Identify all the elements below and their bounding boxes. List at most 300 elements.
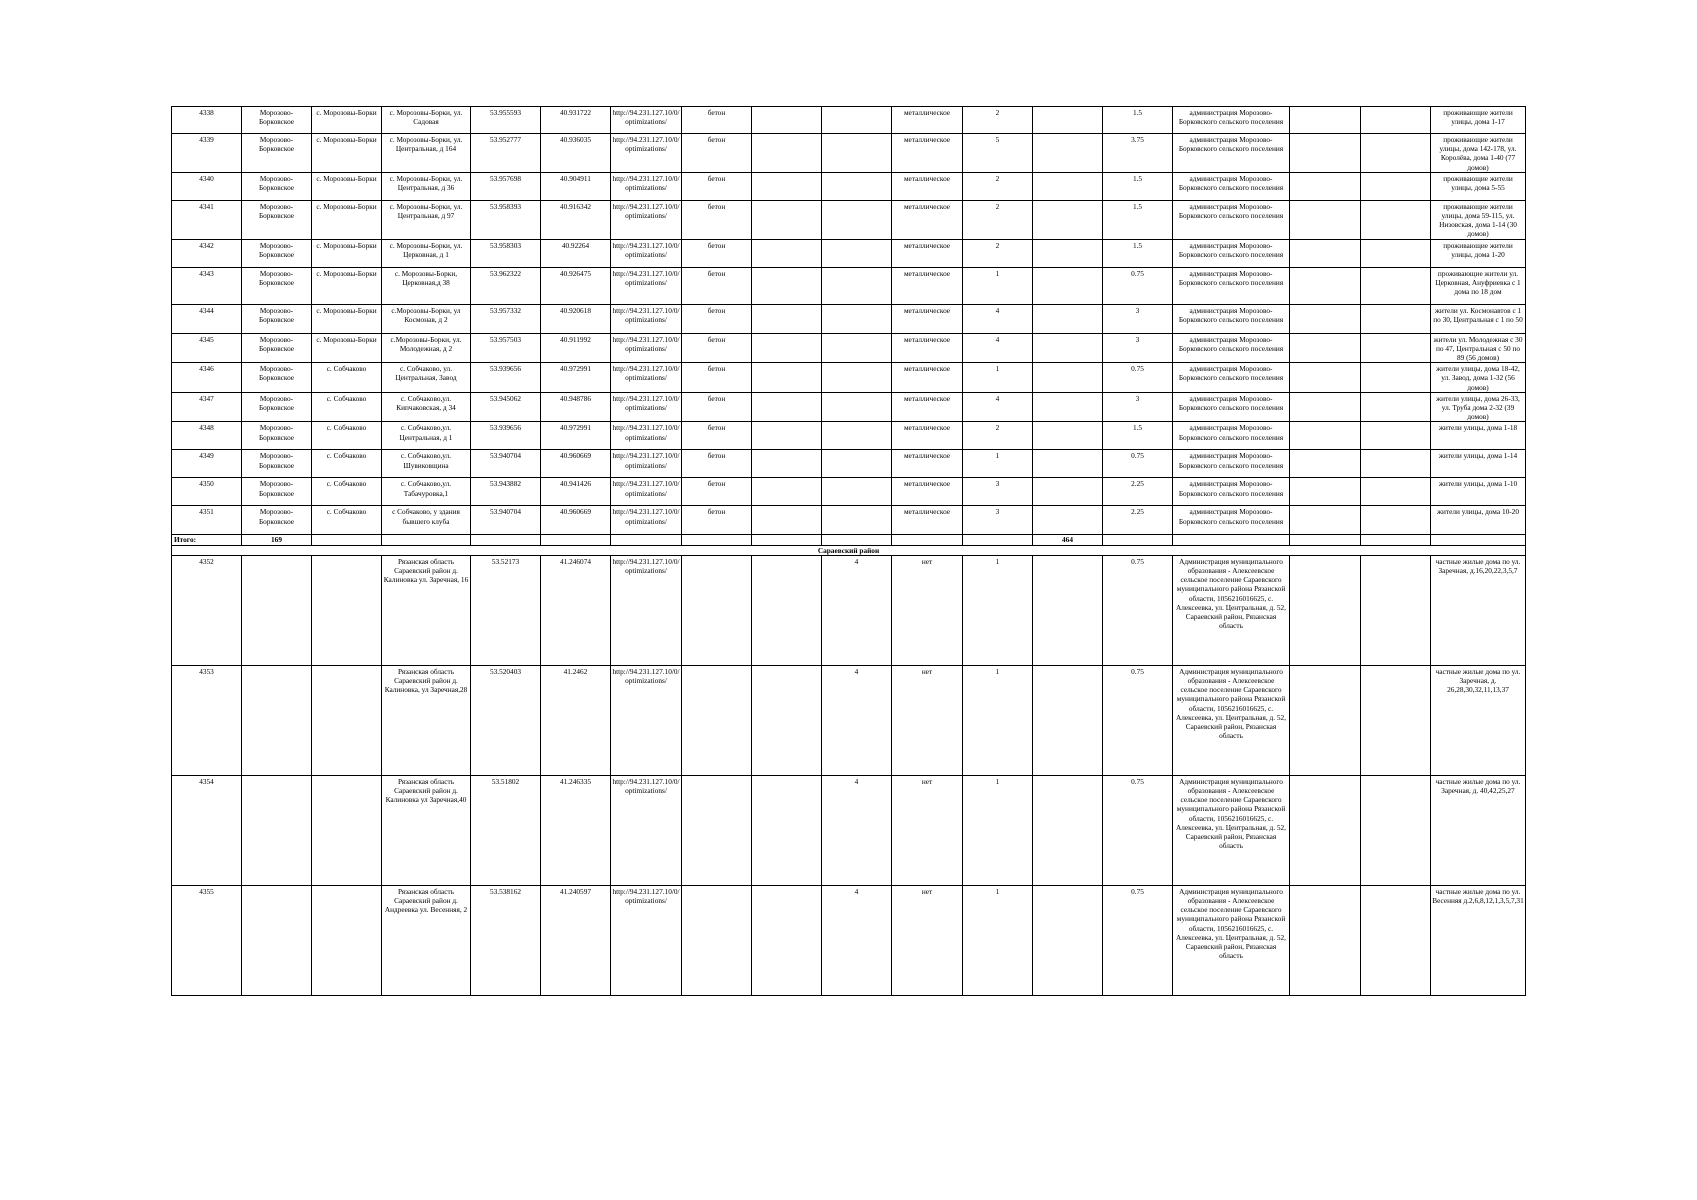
cell-container-count: 3 xyxy=(963,478,1033,506)
cell-volume: 1.5 xyxy=(1103,172,1173,200)
cell-owner: администрация Морозово-Борковского сельского поселения xyxy=(1173,304,1290,333)
cell-empty xyxy=(1033,267,1103,304)
cell-locality: с. Морозовы-Борки xyxy=(312,134,382,173)
cell-address: с. Собчаково,ул. Табачуровка,1 xyxy=(382,478,471,506)
cell-locality xyxy=(312,885,382,995)
table-row xyxy=(172,392,1526,422)
cell-latitude: 53.943882 xyxy=(471,478,541,506)
cell-locality: с. Морозовы-Борки xyxy=(312,333,382,363)
cell-settlement: Морозово-Борковское xyxy=(242,422,312,450)
cell-locality: с. Морозовы-Борки xyxy=(312,239,382,267)
cell-empty xyxy=(752,107,822,134)
cell-owner: администрация Морозово-Борковского сельского поселения xyxy=(1173,478,1290,506)
cell-longitude: 40.941426 xyxy=(541,478,611,506)
cell-row-id: 4346 xyxy=(172,363,242,393)
cell-volume: 0.75 xyxy=(1103,450,1173,478)
cell-source: жители улицы, дома 10-20 xyxy=(1431,506,1526,535)
cell-settlement xyxy=(242,555,312,665)
cell-url[interactable]: http://94.231.127.10/0/optimizations/ xyxy=(611,392,682,422)
cell-locality xyxy=(312,555,382,665)
cell-locality: с. Морозовы-Борки xyxy=(312,267,382,304)
cell-address: с. Морозовы-Борки, ул. Центральная, д 36 xyxy=(382,172,471,200)
cell-area xyxy=(822,107,892,134)
cell-settlement xyxy=(242,665,312,775)
cell-empty xyxy=(1361,775,1431,885)
cell-address: с. Морозовы-Борки, Церковная,д 38 xyxy=(382,267,471,304)
cell-empty xyxy=(1361,267,1431,304)
cell-url[interactable]: http://94.231.127.10/0/optimizations/ xyxy=(611,333,682,363)
cell-url[interactable]: http://94.231.127.10/0/optimizations/ xyxy=(611,172,682,200)
cell-area xyxy=(822,333,892,363)
cell-url[interactable]: http://94.231.127.10/0/optimizations/ xyxy=(611,450,682,478)
cell-empty xyxy=(1361,200,1431,239)
cell-empty xyxy=(1290,450,1361,478)
cell-empty xyxy=(1290,885,1361,995)
cell-empty xyxy=(1361,478,1431,506)
cell-owner: администрация Морозово-Борковского сельского поселения xyxy=(1173,450,1290,478)
cell-address: с. Морозовы-Борки, ул. Церковная, д 1 xyxy=(382,239,471,267)
cell-latitude: 53.520403 xyxy=(471,665,541,775)
cell-source: жители улицы, дома 1-10 xyxy=(1431,478,1526,506)
cell-volume: 1.5 xyxy=(1103,200,1173,239)
cell-settlement: Морозово-Борковское xyxy=(242,107,312,134)
table-row xyxy=(172,172,1526,200)
cell-source: частные жилые дома по ул. Заречная, д.16,20,22,3,5,7 xyxy=(1431,555,1526,665)
cell-surface xyxy=(682,555,752,665)
cell-area: 4 xyxy=(822,885,892,995)
cell-address: Рязанская область Сараевский район д. Калиновка ул. Заречная, 16 xyxy=(382,555,471,665)
cell-container-type: металлическое xyxy=(892,107,963,134)
cell-area xyxy=(822,422,892,450)
cell-area xyxy=(822,200,892,239)
cell-owner: администрация Морозово-Борковского сельского поселения xyxy=(1173,422,1290,450)
cell-surface: бетон xyxy=(682,392,752,422)
cell-volume: 0.75 xyxy=(1103,267,1173,304)
cell-url[interactable]: http://94.231.127.10/0/optimizations/ xyxy=(611,304,682,333)
cell-empty xyxy=(752,422,822,450)
district-row xyxy=(172,545,1526,555)
cell-address: с.Морозовы-Борки, ул Космонав, д 2 xyxy=(382,304,471,333)
cell-volume: 1.5 xyxy=(1103,239,1173,267)
cell-source: проживающие жители улицы, дома 1-17 xyxy=(1431,107,1526,134)
table-row xyxy=(172,267,1526,304)
cell-container-type: металлическое xyxy=(892,267,963,304)
cell-locality xyxy=(312,775,382,885)
cell-source: жители улицы, дома 26-33, ул. Труба дома 2-32 (39 домов) xyxy=(1431,392,1526,422)
cell-source: жители улицы, дома 18-42, ул. Завод, дома 1-32 (56 домов) xyxy=(1431,363,1526,393)
cell-url[interactable]: http://94.231.127.10/0/optimizations/ xyxy=(611,267,682,304)
cell-longitude: 40.960669 xyxy=(541,450,611,478)
cell-empty xyxy=(1290,107,1361,134)
cell-longitude: 40.960669 xyxy=(541,506,611,535)
cell-address: с Собчаково, у здания бывшего клуба xyxy=(382,506,471,535)
cell-empty xyxy=(1033,775,1103,885)
cell-surface xyxy=(682,665,752,775)
cell-empty xyxy=(1033,134,1103,173)
cell-settlement: Морозово-Борковское xyxy=(242,363,312,393)
cell-volume: 0.75 xyxy=(1103,555,1173,665)
cell-latitude: 53.957332 xyxy=(471,304,541,333)
cell-settlement: Морозово-Борковское xyxy=(242,304,312,333)
cell-latitude: 53.952777 xyxy=(471,134,541,173)
cell-locality: с. Морозовы-Борки xyxy=(312,200,382,239)
cell-container-type: металлическое xyxy=(892,450,963,478)
cell-surface: бетон xyxy=(682,363,752,393)
cell-volume: 2.25 xyxy=(1103,478,1173,506)
cell-empty xyxy=(1290,134,1361,173)
cell-surface: бетон xyxy=(682,239,752,267)
cell-empty xyxy=(1361,107,1431,134)
summary-label: Итого: xyxy=(172,535,242,545)
cell-source: жители ул. Молодежная с 30 по 47, Центральная с 50 по 89 (56 домов) xyxy=(1431,333,1526,363)
cell-area: 4 xyxy=(822,665,892,775)
cell-latitude: 53.957698 xyxy=(471,172,541,200)
summary-value-a: 169 xyxy=(242,535,312,545)
cell-longitude: 40.948786 xyxy=(541,392,611,422)
cell-empty xyxy=(752,267,822,304)
cell-row-id: 4341 xyxy=(172,200,242,239)
cell-area: 4 xyxy=(822,555,892,665)
cell-empty xyxy=(1361,392,1431,422)
cell-container-count: 5 xyxy=(963,134,1033,173)
cell-latitude: 53.958303 xyxy=(471,239,541,267)
cell-empty xyxy=(1033,107,1103,134)
cell-container-type: нет xyxy=(892,665,963,775)
cell-url[interactable]: http://94.231.127.10/0/optimizations/ xyxy=(611,134,682,173)
cell-empty xyxy=(752,478,822,506)
table-row xyxy=(172,422,1526,450)
cell-area xyxy=(822,363,892,393)
cell-empty xyxy=(1033,478,1103,506)
cell-row-id: 4338 xyxy=(172,107,242,134)
cell-empty xyxy=(1033,333,1103,363)
table-row xyxy=(172,107,1526,134)
cell-settlement: Морозово-Борковское xyxy=(242,333,312,363)
table-row xyxy=(172,363,1526,393)
table-row xyxy=(172,450,1526,478)
table-row xyxy=(172,304,1526,333)
cell-url[interactable]: http://94.231.127.10/0/optimizations/ xyxy=(611,555,682,665)
cell-empty xyxy=(1290,239,1361,267)
cell-settlement: Морозово-Борковское xyxy=(242,506,312,535)
cell-volume: 1.5 xyxy=(1103,107,1173,134)
cell-surface: бетон xyxy=(682,506,752,535)
cell-container-type: металлическое xyxy=(892,134,963,173)
cell-volume: 0.75 xyxy=(1103,665,1173,775)
cell-url[interactable]: http://94.231.127.10/0/optimizations/ xyxy=(611,422,682,450)
cell-latitude: 53.955593 xyxy=(471,107,541,134)
cell-settlement: Морозово-Борковское xyxy=(242,267,312,304)
cell-row-id: 4347 xyxy=(172,392,242,422)
cell-empty xyxy=(1033,172,1103,200)
cell-area xyxy=(822,478,892,506)
cell-container-type: нет xyxy=(892,555,963,665)
cell-empty xyxy=(1361,555,1431,665)
cell-empty xyxy=(1361,665,1431,775)
cell-latitude: 53.940704 xyxy=(471,450,541,478)
cell-container-type: металлическое xyxy=(892,172,963,200)
cell-empty xyxy=(1290,200,1361,239)
cell-surface xyxy=(682,885,752,995)
cell-surface xyxy=(682,775,752,885)
cell-container-count: 2 xyxy=(963,107,1033,134)
cell-owner: администрация Морозово-Борковского сельского поселения xyxy=(1173,107,1290,134)
table-row xyxy=(172,665,1526,775)
cell-owner: администрация Морозово-Борковского сельского поселения xyxy=(1173,239,1290,267)
cell-empty xyxy=(752,134,822,173)
cell-volume: 3 xyxy=(1103,304,1173,333)
cell-empty xyxy=(1033,506,1103,535)
cell-longitude: 40.972991 xyxy=(541,363,611,393)
cell-volume: 1.5 xyxy=(1103,422,1173,450)
cell-empty xyxy=(752,775,822,885)
cell-latitude: 53.958393 xyxy=(471,200,541,239)
cell-owner: Администрация муниципального образования - Алексеевское сельское поселение Сараевского муниципального района Рязанской области, 1056216016625, с. Алексеевка, ул. Центральная, д. 52, Сараевский район, Рязанская область xyxy=(1173,775,1290,885)
rows-top xyxy=(172,107,1526,535)
cell-empty xyxy=(1361,506,1431,535)
cell-longitude: 41.240597 xyxy=(541,885,611,995)
cell-empty xyxy=(1361,363,1431,393)
cell-latitude: 53.945062 xyxy=(471,392,541,422)
cell-url[interactable]: http://94.231.127.10/0/optimizations/ xyxy=(611,107,682,134)
cell-surface: бетон xyxy=(682,134,752,173)
cell-empty xyxy=(1290,478,1361,506)
cell-area xyxy=(822,450,892,478)
cell-empty xyxy=(1290,172,1361,200)
cell-volume: 0.75 xyxy=(1103,363,1173,393)
summary-value-b: 464 xyxy=(1033,535,1103,545)
cell-address: с. Собчаково, ул. Центральная, Завод xyxy=(382,363,471,393)
table-row xyxy=(172,478,1526,506)
cell-url[interactable]: http://94.231.127.10/0/optimizations/ xyxy=(611,200,682,239)
cell-locality xyxy=(312,665,382,775)
cell-url[interactable]: http://94.231.127.10/0/optimizations/ xyxy=(611,506,682,535)
cell-empty xyxy=(1033,885,1103,995)
cell-owner: администрация Морозово-Борковского сельского поселения xyxy=(1173,333,1290,363)
cell-empty xyxy=(752,392,822,422)
cell-container-count: 2 xyxy=(963,422,1033,450)
summary-row xyxy=(172,535,1526,545)
cell-settlement xyxy=(242,885,312,995)
cell-area xyxy=(822,392,892,422)
cell-source: жители ул. Космонавтов с 1 по 30, Центральная с 1 по 50 xyxy=(1431,304,1526,333)
cell-container-type: металлическое xyxy=(892,200,963,239)
cell-row-id: 4350 xyxy=(172,478,242,506)
cell-row-id: 4348 xyxy=(172,422,242,450)
cell-empty xyxy=(752,665,822,775)
cell-volume: 3.75 xyxy=(1103,134,1173,173)
cell-row-id: 4340 xyxy=(172,172,242,200)
cell-container-type: металлическое xyxy=(892,333,963,363)
cell-empty xyxy=(1033,392,1103,422)
cell-address: Рязанская область Сараевский район д. Калиновка, ул Заречная,28 xyxy=(382,665,471,775)
cell-owner: администрация Морозово-Борковского сельского поселения xyxy=(1173,267,1290,304)
cell-container-type: металлическое xyxy=(892,363,963,393)
cell-longitude: 41.2462 xyxy=(541,665,611,775)
cell-source: жители улицы, дома 1-14 xyxy=(1431,450,1526,478)
cell-empty xyxy=(1361,885,1431,995)
cell-container-type: металлическое xyxy=(892,506,963,535)
cell-empty xyxy=(752,304,822,333)
cell-address: с. Собчаково,ул. Шувиковщина xyxy=(382,450,471,478)
cell-source: жители улицы, дома 1-18 xyxy=(1431,422,1526,450)
cell-surface: бетон xyxy=(682,478,752,506)
district-title: Сараевский район xyxy=(172,545,1526,555)
cell-url[interactable]: http://94.231.127.10/0/optimizations/ xyxy=(611,665,682,775)
cell-owner: администрация Морозово-Борковского сельского поселения xyxy=(1173,392,1290,422)
cell-empty xyxy=(1290,422,1361,450)
cell-row-id: 4344 xyxy=(172,304,242,333)
cell-longitude: 40.904911 xyxy=(541,172,611,200)
cell-longitude: 40.926475 xyxy=(541,267,611,304)
cell-empty xyxy=(1361,134,1431,173)
cell-settlement: Морозово-Борковское xyxy=(242,478,312,506)
cell-url[interactable]: http://94.231.127.10/0/optimizations/ xyxy=(611,239,682,267)
cell-locality: с. Собчаково xyxy=(312,363,382,393)
cell-surface: бетон xyxy=(682,333,752,363)
cell-row-id: 4354 xyxy=(172,775,242,885)
cell-source: проживающие жители улицы, дома 59-115, ул. Низовская, дома 1-14 (30 домов) xyxy=(1431,200,1526,239)
cell-empty xyxy=(1290,555,1361,665)
cell-locality: с. Морозовы-Борки xyxy=(312,107,382,134)
register-table xyxy=(171,106,1526,996)
cell-url[interactable]: http://94.231.127.10/0/optimizations/ xyxy=(611,363,682,393)
cell-locality: с. Морозовы-Борки xyxy=(312,304,382,333)
cell-url[interactable]: http://94.231.127.10/0/optimizations/ xyxy=(611,885,682,995)
cell-locality: с. Собчаково xyxy=(312,478,382,506)
cell-container-count: 1 xyxy=(963,363,1033,393)
cell-locality: с. Морозовы-Борки xyxy=(312,172,382,200)
cell-container-type: металлическое xyxy=(892,239,963,267)
cell-latitude: 53.939656 xyxy=(471,422,541,450)
cell-address: Рязанская область Сараевский район д. Калиновка ул Заречная,40 xyxy=(382,775,471,885)
cell-owner: Администрация муниципального образования - Алексеевское сельское поселение Сараевского муниципального района Рязанской области, 1056216016625, с. Алексеевка, ул. Центральная, д. 52, Сараевский район, Рязанская область xyxy=(1173,555,1290,665)
cell-surface: бетон xyxy=(682,450,752,478)
cell-locality: с. Собчаково xyxy=(312,392,382,422)
cell-row-id: 4349 xyxy=(172,450,242,478)
rows-bottom xyxy=(172,555,1526,995)
cell-longitude: 40.931722 xyxy=(541,107,611,134)
cell-container-count: 2 xyxy=(963,239,1033,267)
cell-source: проживающие жители улицы, дома 142-178, ул. Королёва, дома 1-40 (77 домов) xyxy=(1431,134,1526,173)
cell-container-count: 1 xyxy=(963,775,1033,885)
cell-latitude: 53.962322 xyxy=(471,267,541,304)
cell-row-id: 4355 xyxy=(172,885,242,995)
cell-container-type: металлическое xyxy=(892,304,963,333)
cell-owner: администрация Морозово-Борковского сельского поселения xyxy=(1173,172,1290,200)
cell-latitude: 53.538162 xyxy=(471,885,541,995)
cell-container-count: 3 xyxy=(963,506,1033,535)
cell-locality: с. Собчаково xyxy=(312,450,382,478)
cell-empty xyxy=(752,885,822,995)
cell-longitude: 41.246335 xyxy=(541,775,611,885)
cell-url[interactable]: http://94.231.127.10/0/optimizations/ xyxy=(611,478,682,506)
cell-longitude: 40.920618 xyxy=(541,304,611,333)
cell-empty xyxy=(752,506,822,535)
cell-area: 4 xyxy=(822,775,892,885)
cell-empty xyxy=(1290,304,1361,333)
cell-area xyxy=(822,134,892,173)
cell-volume: 0.75 xyxy=(1103,775,1173,885)
cell-longitude: 40.916342 xyxy=(541,200,611,239)
cell-address: с.Морозовы-Борки, ул. Молодежная, д 2 xyxy=(382,333,471,363)
cell-area xyxy=(822,239,892,267)
cell-volume: 3 xyxy=(1103,392,1173,422)
cell-row-id: 4353 xyxy=(172,665,242,775)
cell-container-count: 4 xyxy=(963,392,1033,422)
table-row xyxy=(172,506,1526,535)
cell-container-type: нет xyxy=(892,885,963,995)
cell-owner: администрация Морозово-Борковского сельского поселения xyxy=(1173,506,1290,535)
cell-settlement: Морозово-Борковское xyxy=(242,392,312,422)
cell-volume: 3 xyxy=(1103,333,1173,363)
cell-address: с. Морозовы-Борки, ул. Садовая xyxy=(382,107,471,134)
cell-empty xyxy=(752,239,822,267)
cell-container-type: металлическое xyxy=(892,392,963,422)
cell-latitude: 53.52173 xyxy=(471,555,541,665)
table-row xyxy=(172,775,1526,885)
cell-longitude: 40.972991 xyxy=(541,422,611,450)
cell-empty xyxy=(1033,450,1103,478)
cell-area xyxy=(822,267,892,304)
cell-container-count: 2 xyxy=(963,172,1033,200)
cell-surface: бетон xyxy=(682,267,752,304)
cell-empty xyxy=(1033,304,1103,333)
cell-address: Рязанская область Сараевский район д. Андреевка ул. Весенняя, 2 xyxy=(382,885,471,995)
cell-row-id: 4345 xyxy=(172,333,242,363)
cell-empty xyxy=(1290,665,1361,775)
cell-source: проживающие жители ул. Церковная, Ануфриевка с 1 дома по 18 дом xyxy=(1431,267,1526,304)
cell-surface: бетон xyxy=(682,200,752,239)
cell-source: частные жилые дома по ул. Заречная, д. 26,28,30,32,11,13,37 xyxy=(1431,665,1526,775)
cell-longitude: 41.246074 xyxy=(541,555,611,665)
cell-row-id: 4351 xyxy=(172,506,242,535)
cell-address: с. Морозовы-Борки, ул. Центральная, д 164 xyxy=(382,134,471,173)
table-row xyxy=(172,555,1526,665)
cell-longitude: 40.911992 xyxy=(541,333,611,363)
cell-address: с. Собчаково,ул. Центральная, д 1 xyxy=(382,422,471,450)
cell-row-id: 4352 xyxy=(172,555,242,665)
cell-address: с. Морозовы-Борки, ул. Центральная, д 97 xyxy=(382,200,471,239)
cell-owner: администрация Морозово-Борковского сельского поселения xyxy=(1173,363,1290,393)
cell-surface: бетон xyxy=(682,172,752,200)
table-row xyxy=(172,200,1526,239)
cell-area xyxy=(822,506,892,535)
cell-volume: 2.25 xyxy=(1103,506,1173,535)
cell-empty xyxy=(1033,239,1103,267)
cell-url[interactable]: http://94.231.127.10/0/optimizations/ xyxy=(611,775,682,885)
cell-empty xyxy=(1033,422,1103,450)
cell-empty xyxy=(752,450,822,478)
cell-latitude: 53.957503 xyxy=(471,333,541,363)
cell-container-count: 4 xyxy=(963,333,1033,363)
cell-locality: с. Собчаково xyxy=(312,506,382,535)
cell-empty xyxy=(1361,239,1431,267)
cell-owner: Администрация муниципального образования - Алексеевское сельское поселение Сараевского муниципального района Рязанской области, 1056216016625, с. Алексеевка, ул. Центральная, д. 52, Сараевский район, Рязанская область xyxy=(1173,885,1290,995)
cell-locality: с. Собчаково xyxy=(312,422,382,450)
cell-empty xyxy=(1361,172,1431,200)
table-row xyxy=(172,239,1526,267)
cell-row-id: 4339 xyxy=(172,134,242,173)
cell-row-id: 4343 xyxy=(172,267,242,304)
cell-area xyxy=(822,304,892,333)
cell-container-count: 4 xyxy=(963,304,1033,333)
cell-empty xyxy=(1290,363,1361,393)
cell-container-type: металлическое xyxy=(892,422,963,450)
cell-empty xyxy=(1290,267,1361,304)
cell-empty xyxy=(1361,333,1431,363)
cell-settlement: Морозово-Борковское xyxy=(242,200,312,239)
